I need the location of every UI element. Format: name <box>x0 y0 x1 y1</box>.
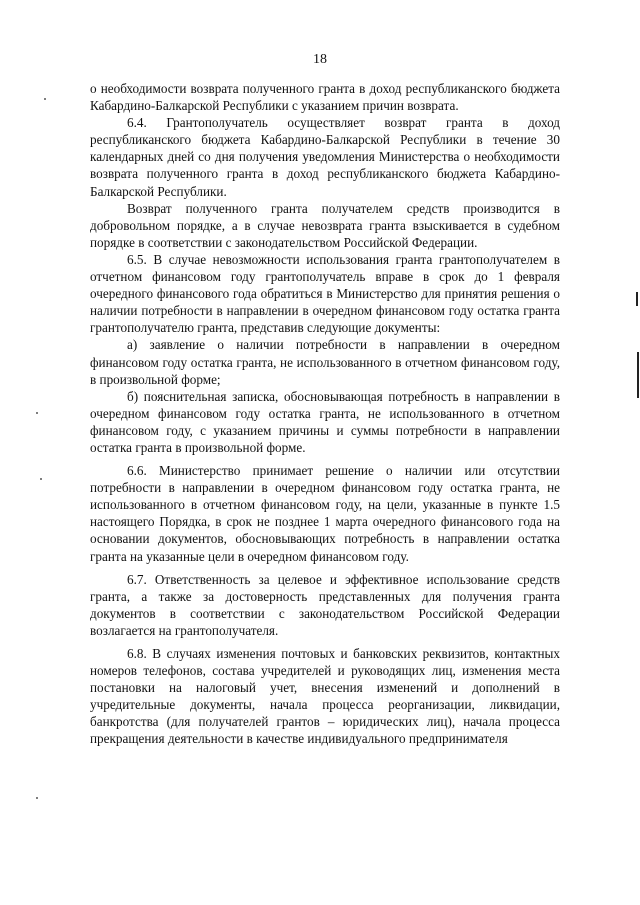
paragraph-item-a: а) заявление о наличии потребности в направлении в очередном финансовом году остатка гранта, не использованного в отчетном финансовом году, в произвольной форме; <box>90 337 560 387</box>
scan-speck <box>44 98 46 100</box>
paragraph-item-b: б) пояснительная записка, обосновывающая потребность в направлении в очередном финансовом году остатка гранта, не использованного в отчетном финансовом году, с указанием причины и суммы потребности в направлении остатка гранта в произвольной форме. <box>90 388 560 455</box>
paragraph-6-4: 6.4. Грантополучатель осуществляет возврат гранта в доход республиканского бюджета Кабардино-Балкарской Республики в течение 30 календарных дней со дня получения уведомления Министерства о необходимости возврата полученного гранта в доход республиканского бюджета Кабардино-Балкарской Республики. <box>90 115 560 199</box>
scan-speck <box>36 797 38 799</box>
scan-speck <box>36 412 38 414</box>
scan-mark <box>637 352 639 398</box>
paragraph-6-6: 6.6. Министерство принимает решение о наличии или отсутствии потребности в направлении в очередном финансовом году остатка гранта, не использованного в отчетном финансовом году, на цели, указанные в пункте 1.5 настоящего Порядка, в срок не позднее 1 марта очередного финансового года на основании документов, обосновывающих потребность в направлении остатка гранта на указанные цели в очередном финансовом году. <box>90 463 560 564</box>
paragraph-6-5: 6.5. В случае невозможности использования гранта грантополучателем в отчетном финансовом году грантополучатель вправе в срок до 1 февраля очередного финансового года обратиться в Министерство для принятия решения о наличии потребности в направлении в очередном финансовом году остатка гранта грантополучателю гранта, представив следующие документы: <box>90 251 560 336</box>
document-body <box>90 80 560 748</box>
page-number: 18 <box>313 52 327 67</box>
paragraph-return-procedure: Возврат полученного гранта получателем средств производится в добровольном порядке, а в случае невозврата гранта взыскивается в судебном порядке в соответствии с законодательством Российской Федерации. <box>90 200 560 250</box>
paragraph-6-8: 6.8. В случаях изменения почтовых и банковских реквизитов, контактных номеров телефонов, состава учредителей и руководящих лиц, изменения места постановки на налоговый учет, внесения изменений и дополнений в учредительные документы, начала процесса реорганизации, ликвидации, банкротства (для получателей грантов – юридических лиц), начала процесса прекращения деятельности в качестве индивидуального предпринимателя <box>90 646 560 747</box>
scan-mark <box>636 292 638 306</box>
paragraph-continuation: о необходимости возврата полученного гранта в доход республиканского бюджета Кабардино-Балкарской Республики с указанием причин возврата. <box>90 81 560 114</box>
scan-speck <box>40 478 42 480</box>
paragraph-6-7: 6.7. Ответственность за целевое и эффективное использование средств гранта, а также за достоверность представленных для получения гранта документов в соответствии с законодательством Российской Федерации возлагается на грантополучателя. <box>90 571 560 638</box>
